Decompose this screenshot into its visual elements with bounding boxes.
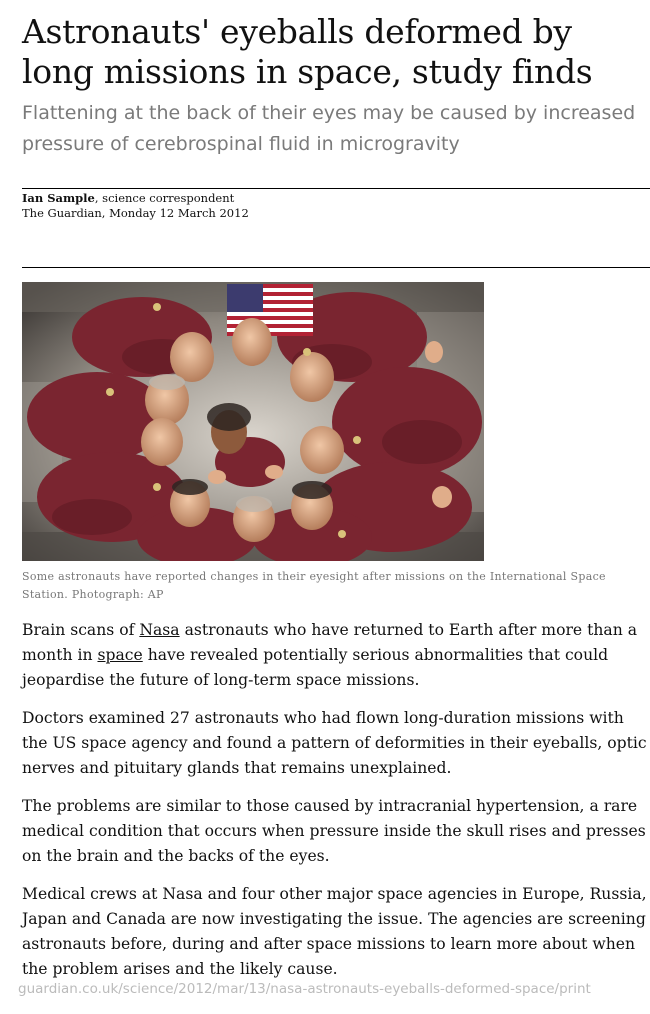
standfirst: Flattening at the back of their eyes may be caused by increased pressure of cerebrospinal fluid in microgravity	[22, 102, 636, 155]
author-role: , science correspondent	[94, 191, 235, 205]
article-photo	[22, 282, 484, 561]
article	[22, 0, 650, 978]
byline-top-rule	[22, 188, 650, 189]
paragraph: Doctors examined 27 astronauts who had flown long-duration missions with the US space agency and found a pattern of deformities in their eyeballs, optic nerves and pituitary glands that remains unexplained.	[22, 709, 647, 777]
paragraph-text: astronauts who have returned to Earth after more than a month in	[22, 621, 638, 664]
paragraph: The problems are similar to those caused by intracranial hypertension, a rare medical condition that occurs when pressure inside the skull rises and presses on the brain and the backs of the eyes.	[22, 797, 646, 865]
astronauts-photo-illustration	[22, 282, 484, 561]
publication-date: The Guardian, Monday 12 March 2012	[22, 206, 249, 220]
paragraph	[22, 618, 650, 693]
paragraph: Medical crews at Nasa and four other major space agencies in Europe, Russia, Japan and Canada are now investigating the issue. The agencies are screening astronauts before, during and after space missions to learn more about when the problem arises and the likely cause.	[22, 885, 647, 978]
article-body	[22, 618, 650, 995]
nasa-link[interactable]: Nasa	[139, 621, 180, 639]
space-link[interactable]: space	[97, 646, 143, 664]
headline: Astronauts' eyeballs deformed by long missions in space, study finds	[22, 12, 593, 91]
paragraph-text: Brain scans of	[22, 621, 140, 639]
photo-caption: Some astronauts have reported changes in their eyesight after missions on the International Space Station. Photograph: AP	[22, 570, 606, 601]
author-name[interactable]: Ian Sample	[22, 191, 95, 205]
byline-bottom-rule	[22, 267, 650, 268]
byline	[22, 191, 249, 221]
paragraph-text: have revealed potentially serious abnormalities that could jeopardise the future of long-term space missions.	[22, 646, 609, 689]
footer-url: guardian.co.uk/science/2012/mar/13/nasa-astronauts-eyeballs-deformed-space/print	[18, 981, 591, 997]
